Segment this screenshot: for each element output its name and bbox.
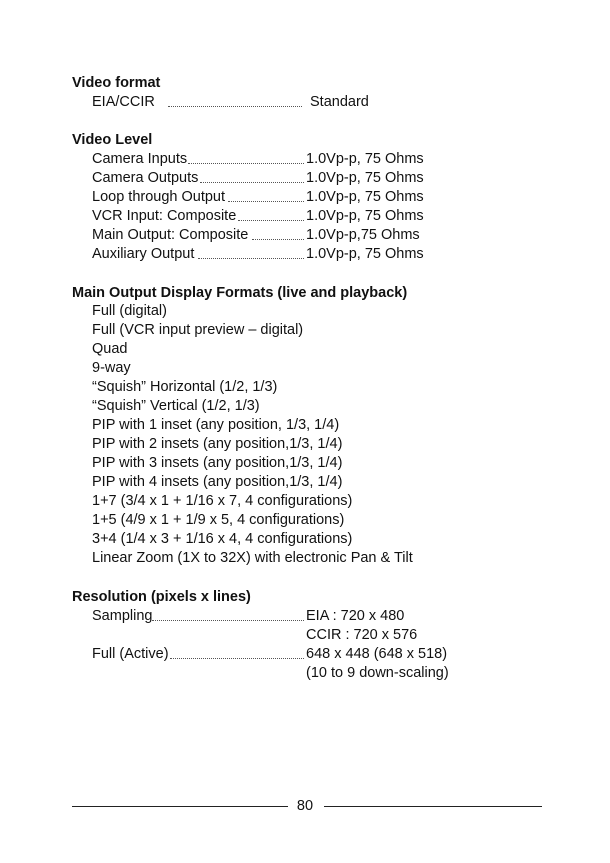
spec-label: Main Output: Composite	[92, 227, 249, 243]
spec-label: Sampling	[92, 608, 153, 624]
list-item: Linear Zoom (1X to 32X) with electronic Pan & Tilt	[92, 550, 413, 566]
list-item: PIP with 3 insets (any position,1/3, 1/4)	[92, 455, 343, 471]
footer-rule-right	[324, 806, 542, 807]
dot-leader	[168, 106, 302, 107]
dot-leader	[198, 258, 304, 259]
dot-leader	[238, 220, 304, 221]
list-item: Quad	[92, 341, 128, 357]
page-number: 80	[296, 798, 314, 814]
list-item: Full (digital)	[92, 303, 167, 319]
dot-leader	[200, 182, 304, 183]
list-item: “Squish” Horizontal (1/2, 1/3)	[92, 379, 278, 395]
section-heading-video-level: Video Level	[72, 132, 153, 148]
spec-label: Full (Active)	[92, 646, 169, 662]
list-item: PIP with 1 inset (any position, 1/3, 1/4)	[92, 417, 340, 433]
spec-value: 1.0Vp-p,75 Ohms	[306, 227, 420, 243]
dot-leader	[228, 201, 304, 202]
section-heading-resolution: Resolution (pixels x lines)	[72, 589, 251, 605]
spec-value: 1.0Vp-p, 75 Ohms	[306, 170, 424, 186]
list-item: 1+7 (3/4 x 1 + 1/16 x 7, 4 configurations)	[92, 493, 353, 509]
spec-label: Loop through Output	[92, 189, 226, 205]
spec-label: Camera Inputs	[92, 151, 188, 167]
spec-value-continuation: CCIR : 720 x 576	[306, 627, 418, 643]
spec-value-continuation: (10 to 9 down-scaling)	[306, 665, 449, 681]
dot-leader	[170, 658, 304, 659]
spec-value: 1.0Vp-p, 75 Ohms	[306, 151, 424, 167]
list-item: Full (VCR input preview – digital)	[92, 322, 304, 338]
spec-label: EIA/CCIR	[92, 94, 155, 110]
spec-value: 1.0Vp-p, 75 Ohms	[306, 208, 424, 224]
dot-leader	[188, 163, 304, 164]
list-item: PIP with 2 insets (any position,1/3, 1/4)	[92, 436, 343, 452]
section-heading-video-format: Video format	[72, 75, 161, 91]
list-item: 3+4 (1/4 x 3 + 1/16 x 4, 4 configurations)	[92, 531, 353, 547]
list-item: 1+5 (4/9 x 1 + 1/9 x 5, 4 configurations)	[92, 512, 345, 528]
spec-label: Auxiliary Output	[92, 246, 195, 262]
spec-value: 1.0Vp-p, 75 Ohms	[306, 189, 424, 205]
spec-value: 1.0Vp-p, 75 Ohms	[306, 246, 424, 262]
list-item: 9-way	[92, 360, 131, 376]
spec-value: 648 x 448 (648 x 518)	[306, 646, 448, 662]
section-heading-display-formats: Main Output Display Formats (live and playback)	[72, 285, 408, 301]
list-item: “Squish” Vertical (1/2, 1/3)	[92, 398, 260, 414]
spec-label: VCR Input: Composite	[92, 208, 237, 224]
spec-value: Standard	[310, 94, 369, 110]
spec-label: Camera Outputs	[92, 170, 199, 186]
spec-value: EIA : 720 x 480	[306, 608, 405, 624]
dot-leader	[152, 620, 304, 621]
dot-leader	[252, 239, 304, 240]
list-item: PIP with 4 insets (any position,1/3, 1/4)	[92, 474, 343, 490]
